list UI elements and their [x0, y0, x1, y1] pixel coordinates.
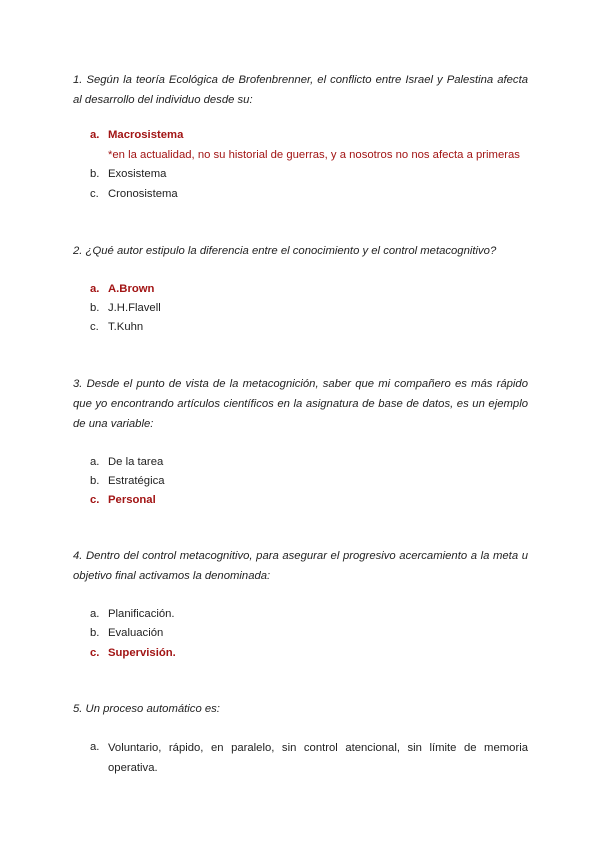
question-4-option-b: b. Evaluación: [90, 627, 164, 639]
question-2-option-a: a. A.Brown: [90, 283, 155, 295]
question-1-note: *en la actualidad, no su historial de guerras, y a nosotros no nos afecta a primeras: [108, 149, 520, 161]
question-1-option-a: a. Macrosistema: [90, 129, 184, 141]
question-5-option-a: a. Voluntario, rápido, en paralelo, sin control atencional, sin límite de memoria operativa.: [90, 741, 528, 774]
question-1-option-b: b. Exosistema: [90, 168, 167, 180]
question-5-text: 5. Un proceso automático es:: [73, 703, 220, 715]
question-3-option-c: c. Personal: [90, 494, 156, 506]
question-2-option-b: b. J.H.Flavell: [90, 302, 161, 314]
question-1-text: 1. Según la teoría Ecológica de Brofenbrenner, el conflicto entre Israel y Palestina afecta al desarrollo del individuo desde su:: [73, 74, 528, 106]
question-4-text: 4. Dentro del control metacognitivo, para asegurar el progresivo acercamiento a la meta u objetivo final activamos la denominada:: [73, 550, 528, 582]
question-4-option-c: c. Supervisión.: [90, 647, 176, 659]
question-4-option-a: a. Planificación.: [90, 608, 175, 620]
question-3-option-a: a. De la tarea: [90, 456, 164, 468]
question-3-option-b: b. Estratégica: [90, 475, 165, 487]
question-3-text: 3. Desde el punto de vista de la metacognición, saber que mi compañero es más rápido que yo encontrando artículos científicos en la asignatura de base de datos, es un ejemplo de una variable:: [73, 378, 528, 430]
question-2-option-c: c. T.Kuhn: [90, 321, 144, 333]
question-2-text: 2. ¿Qué autor estipulo la diferencia entre el conocimiento y el control metacognitivo?: [73, 245, 497, 257]
question-1-option-c: c. Cronosistema: [90, 188, 178, 200]
